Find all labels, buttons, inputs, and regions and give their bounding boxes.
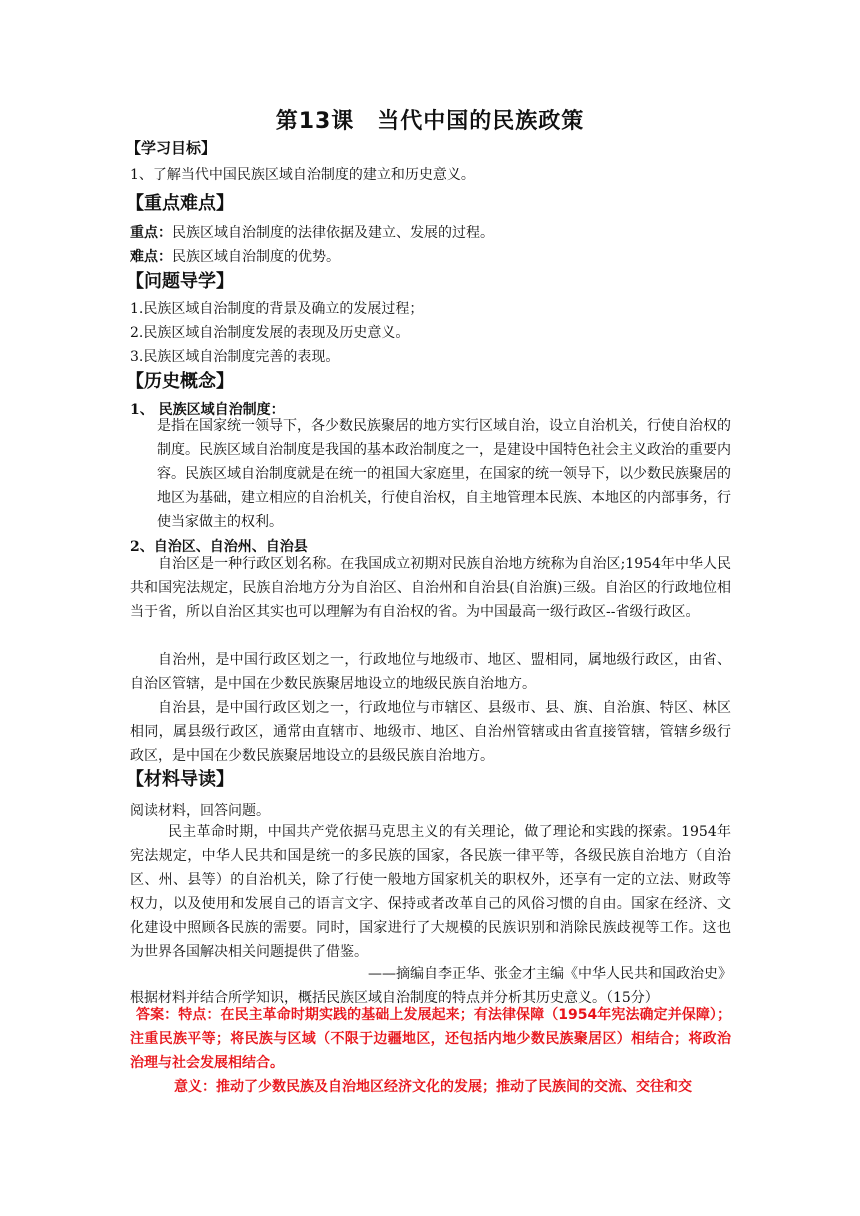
material-intro: 阅读材料，回答问题。: [130, 803, 270, 819]
concept-2-paragraph-county: 自治县，是中国行政区划之一，行政地位与市辖区、县级市、县、旗、自治旗、特区、林区相同，属县级行政区，通常由直辖市、地级市、地区、自治州管辖或由省直接管辖，管辖乡级行政区，是中国在少数民族聚居地设立的县级民族自治地方。: [130, 700, 731, 764]
section-heading-material-reading: 【材料导读】: [126, 769, 234, 790]
difficulty-label: 难点：: [130, 249, 172, 265]
section-heading-learning-goals: 【学习目标】: [126, 139, 217, 157]
material-source: ——摘编自李正华、张金才主编《中华人民共和国政治史》: [368, 966, 732, 982]
key-point-text: 民族区域自治制度的法律依据及建立、发展的过程。: [172, 225, 494, 241]
material-text: 民主革命时期，中国共产党依据马克思主义的有关理论，做了理论和实践的探索。1954年宪法规定，中华人民共和国是统一的多民族的国家，各民族一律平等，各级民族自治地方（自治区、州、县等）的自治机关，除了行使一般地方国家机关的职权外，还享有一定的立法、财政等权力，以及使用和发展自己的语言文字、保持或者改革自己的风俗习惯的自由。国家在经济、文化建设中照顾各民族的需要。同时，国家进行了大规模的民族识别和消除民族歧视等工作。这也为世界各国解决相关问题提供了借鉴。: [130, 824, 731, 960]
guided-question-item: 2.民族区域自治制度发展的表现及历史意义。: [130, 325, 410, 341]
key-point-line: [130, 222, 494, 242]
guided-question-item: 3.民族区域自治制度完善的表现。: [130, 349, 340, 365]
concept-1-title: 1、 民族区域自治制度：: [130, 402, 285, 418]
concept-2-title: 2、自治区、自治州、自治县: [130, 539, 308, 555]
answer-significance: 意义：推动了少数民族及自治地区经济文化的发展；推动了民族间的交流、交往和交: [174, 1079, 692, 1095]
concept-2-paragraph-prefecture: 自治州，是中国行政区划之一，行政地位与地级市、地区、盟相同，属地级行政区，由省、自治区管辖，是中国在少数民族聚居地设立的地级民族自治地方。: [130, 652, 731, 692]
section-heading-guided-questions: 【问题导学】: [126, 271, 234, 292]
answer-features: 答案：特点：在民主革命时期实践的基础上发展起来；有法律保障（1954年宪法确定并保障）；注重民族平等；将民族与区域（不限于边疆地区，还包括内地少数民族聚居区）相结合；将政治治理与社会发展相结合。: [130, 1007, 731, 1071]
section-heading-history-concepts: 【历史概念】: [126, 371, 234, 392]
guided-question-item: 1.民族区域自治制度的背景及确立的发展过程；: [130, 301, 424, 317]
question-text: 根据材料并结合所学知识，概括民族区域自治制度的特点并分析其历史意义。（15分）: [130, 990, 659, 1006]
learning-goal-item: 1、了解当代中国民族区域自治制度的建立和历史意义。: [130, 167, 475, 183]
concept-1-body: 是指在国家统一领导下，各少数民族聚居的地方实行区域自治，设立自治机关，行使自治权的制度。民族区域自治制度是我国的基本政治制度之一，是建设中国特色社会主义政治的重要内容。民族区域自治制度就是在统一的祖国大家庭里，在国家的统一领导下，以少数民族聚居的地区为基础，建立相应的自治机关，行使自治权，自主地管理本民族、本地区的内部事务，行使当家做主的权利。: [157, 418, 731, 530]
difficulty-line: [130, 246, 340, 266]
concept-2-paragraph-region: 自治区是一种行政区划名称。在我国成立初期对民族自治地方统称为自治区;1954年中华人民共和国宪法规定，民族自治地方分为自治区、自治州和自治县(自治旗)三级。自治区的行政地位相当于省，所以自治区其实也可以理解为有自治权的省。为中国最高一级行政区--省级行政区。: [130, 556, 731, 620]
key-point-label: 重点：: [130, 225, 172, 241]
difficulty-text: 民族区域自治制度的优势。: [172, 249, 340, 265]
section-heading-key-points: 【重点难点】: [126, 193, 234, 214]
lesson-title: 第13课 当代中国的民族政策: [275, 109, 585, 134]
